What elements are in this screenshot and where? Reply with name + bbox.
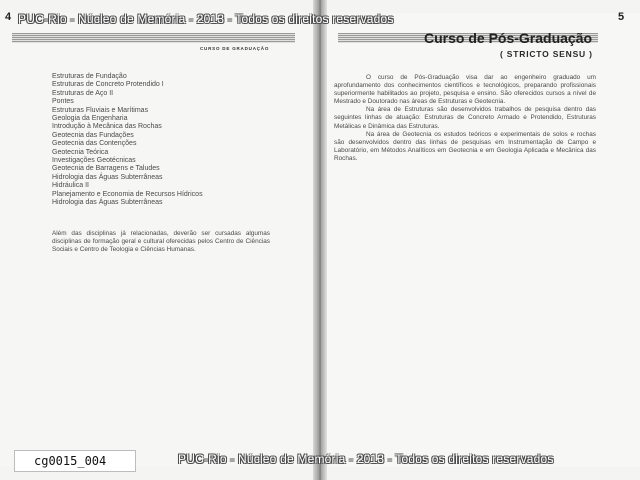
course-item: Estruturas de Aço II	[52, 89, 114, 97]
body-paragraph: Na área de Estruturas são desenvolvidos trabalhos de pesquisa dentro das seguintes linhas de atuação: Estruturas de Concreto Armado e Protendido, Estruturas Metálicas e Dinâmica das Estruturas.	[334, 106, 596, 130]
course-item: Estruturas de Fundação	[52, 73, 127, 80]
course-item: Geotecnia de Barragens e Taludes	[52, 165, 160, 173]
running-head: CURSO DE GRADUAÇÃO	[200, 46, 270, 51]
course-item: Hidráulica II	[52, 182, 89, 190]
page-title: Curso de Pós-Graduação	[424, 30, 593, 46]
watermark-bottom: PUC-Rio - Núcleo de Memória - 2013 - Todos os direitos reservados	[178, 452, 554, 466]
course-item: Pontes	[52, 98, 74, 106]
page-number-right: 5	[618, 11, 625, 23]
right-body-text	[334, 74, 596, 163]
course-item: Geologia da Engenharia	[52, 115, 128, 123]
course-item: Geotecnia das Fundações	[52, 131, 134, 139]
course-item: Estruturas de Concreto Protendido I	[52, 81, 164, 89]
course-item: Geotecnia Teórica	[52, 148, 109, 156]
course-item: Estruturas Fluviais e Marítimas	[52, 106, 149, 114]
watermark-top: PUC-Rio - Núcleo de Memória - 2013 - Todos os direitos reservados	[18, 12, 394, 26]
book-gutter	[313, 0, 327, 480]
body-paragraph: Na área de Geotecnia os estudos teóricos e experimentais de solos e rochas são desenvolvidos dentro das linhas de pesquisas em Instrumentação de Campo e Laboratório, em Métodos Analíticos em Geotecnia e em Geologia Aplicada e Mecânica das Rochas.	[334, 130, 596, 162]
course-list	[52, 73, 203, 208]
course-item: Hidrologia das Águas Subterrâneas	[52, 173, 163, 181]
body-paragraph: O curso de Pós-Graduação visa dar ao engenheiro graduado um aprofundamento dos conhecimentos científicos e tecnológicos, preparando profissionais superiormente habilitados ao projeto, pesquisa e ensino. São oferecidos cursos a nível de Mestrado e Doutorado nas áreas de Estruturas e Geotecnia.	[334, 74, 596, 106]
course-item: Geotecnia das Contenções	[52, 140, 137, 148]
left-paragraph: Além das disciplinas já relacionadas, deverão ser cursadas algumas disciplinas de formação geral e cultural oferecidas pelos Centro de Ciências Sociais e Centro de Teologia e Ciências Humanas.	[52, 230, 270, 254]
course-item: Hidrologia das Águas Subterrâneas	[52, 199, 163, 207]
course-item: Investigações Geotécnicas	[52, 157, 136, 165]
document-id-label: cg0015_004	[14, 450, 136, 472]
course-item: Planejamento e Economia de Recursos Hídricos	[52, 190, 203, 198]
page-number-left: 4	[5, 11, 12, 23]
course-item: Introdução à Mecânica das Rochas	[52, 123, 162, 131]
left-header-rule	[12, 33, 295, 43]
page-subtitle: ( STRICTO SENSU )	[500, 49, 593, 59]
